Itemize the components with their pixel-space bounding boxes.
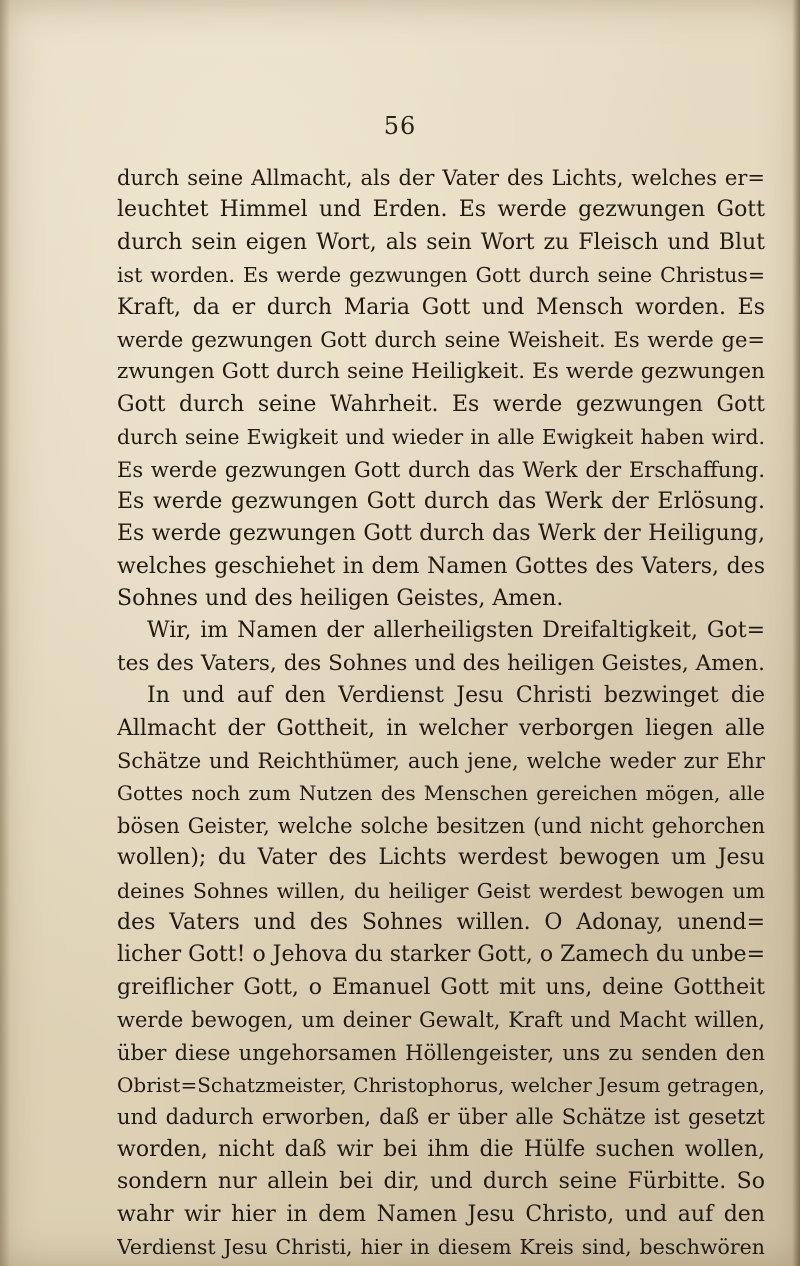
text-line: worden, nicht daß wir bei ihm die Hülfe suchen wollen,: [117, 1136, 765, 1162]
text-line: wollen); du Vater des Lichts werdest bewogen um Jesu: [117, 845, 765, 871]
text-line: Es werde gezwungen Gott durch das Werk der Erschaffung.: [117, 457, 765, 482]
text-line: greiflicher Gott, o Emanuel Gott mit uns, deine Gottheit: [117, 974, 765, 1000]
text-line: bösen Geister, welche solche besitzen (und nicht gehorchen: [117, 813, 765, 838]
text-line: durch sein eigen Wort, als sein Wort zu Fleisch und Blut: [117, 229, 765, 255]
text-line: Obrist=Schatzmeister, Christophorus, welcher Jesum getragen,: [117, 1072, 765, 1097]
text-line: licher Gott! o Jehova du starker Gott, o Zamech du unbe=: [117, 942, 765, 968]
text-line: Sohnes und des heiligen Geistes, Amen.: [117, 586, 564, 612]
text-line: durch seine Allmacht, als der Vater des Lichts, welches er=: [117, 166, 765, 190]
text-line: welches geschiehet in dem Namen Gottes des Vaters, des: [117, 553, 765, 579]
text-line: werde bewogen, um deiner Gewalt, Kraft und Macht willen,: [117, 1008, 765, 1033]
text-line: Es werde gezwungen Gott durch das Werk der Erlösung.: [117, 488, 765, 514]
text-line: tes des Vaters, des Sohnes und des heiligen Geistes, Amen.: [117, 650, 765, 676]
text-line: und dadurch erworben, daß er über alle Schätze ist gesetzt: [117, 1105, 765, 1130]
text-line: In und auf den Verdienst Jesu Christi bezwinget die: [147, 683, 765, 709]
text-line: leuchtet Himmel und Erden. Es werde gezwungen Gott: [117, 197, 765, 223]
body-text: [117, 162, 765, 1263]
page-edge-shadow-left: [0, 0, 10, 1266]
text-line: Kraft, da er durch Maria Gott und Mensch worden. Es: [117, 294, 765, 320]
text-line: Wir, im Namen der allerheiligsten Dreifaltigkeit, Got=: [147, 618, 765, 644]
page-number: 56: [383, 112, 417, 140]
text-line: Gott durch seine Wahrheit. Es werde gezwungen Gott: [117, 391, 765, 417]
text-line: des Vaters und des Sohnes willen. O Adonay, unend=: [117, 909, 765, 935]
text-line: Gottes noch zum Nutzen des Menschen gereichen mögen, alle: [117, 781, 765, 806]
text-line: Allmacht der Gottheit, in welcher verborgen liegen alle: [117, 715, 765, 741]
text-line: sondern nur allein bei dir, und durch seine Fürbitte. So: [117, 1169, 765, 1195]
text-line: zwungen Gott durch seine Heiligkeit. Es werde gezwungen: [117, 359, 765, 385]
text-line: Schätze und Reichthümer, auch jene, welche weder zur Ehr: [117, 749, 765, 774]
text-line: wahr wir hier in dem Namen Jesu Christo, und auf den: [117, 1201, 765, 1227]
text-line: über diese ungehorsamen Höllengeister, uns zu senden den: [117, 1040, 765, 1065]
text-line: Verdienst Jesu Christi, hier in diesem Kreis sind, beschwören: [117, 1234, 765, 1259]
text-line: durch seine Ewigkeit und wieder in alle Ewigkeit haben wird.: [117, 425, 765, 450]
text-line: ist worden. Es werde gezwungen Gott durch seine Christus=: [117, 263, 765, 288]
page-edge-shadow-right: [792, 0, 800, 1266]
text-line: Es werde gezwungen Gott durch das Werk der Heiligung,: [117, 521, 765, 547]
text-line: werde gezwungen Gott durch seine Weisheit. Es werde ge=: [117, 327, 765, 352]
text-line: deines Sohnes willen, du heiliger Geist werdest bewogen um: [117, 878, 765, 903]
